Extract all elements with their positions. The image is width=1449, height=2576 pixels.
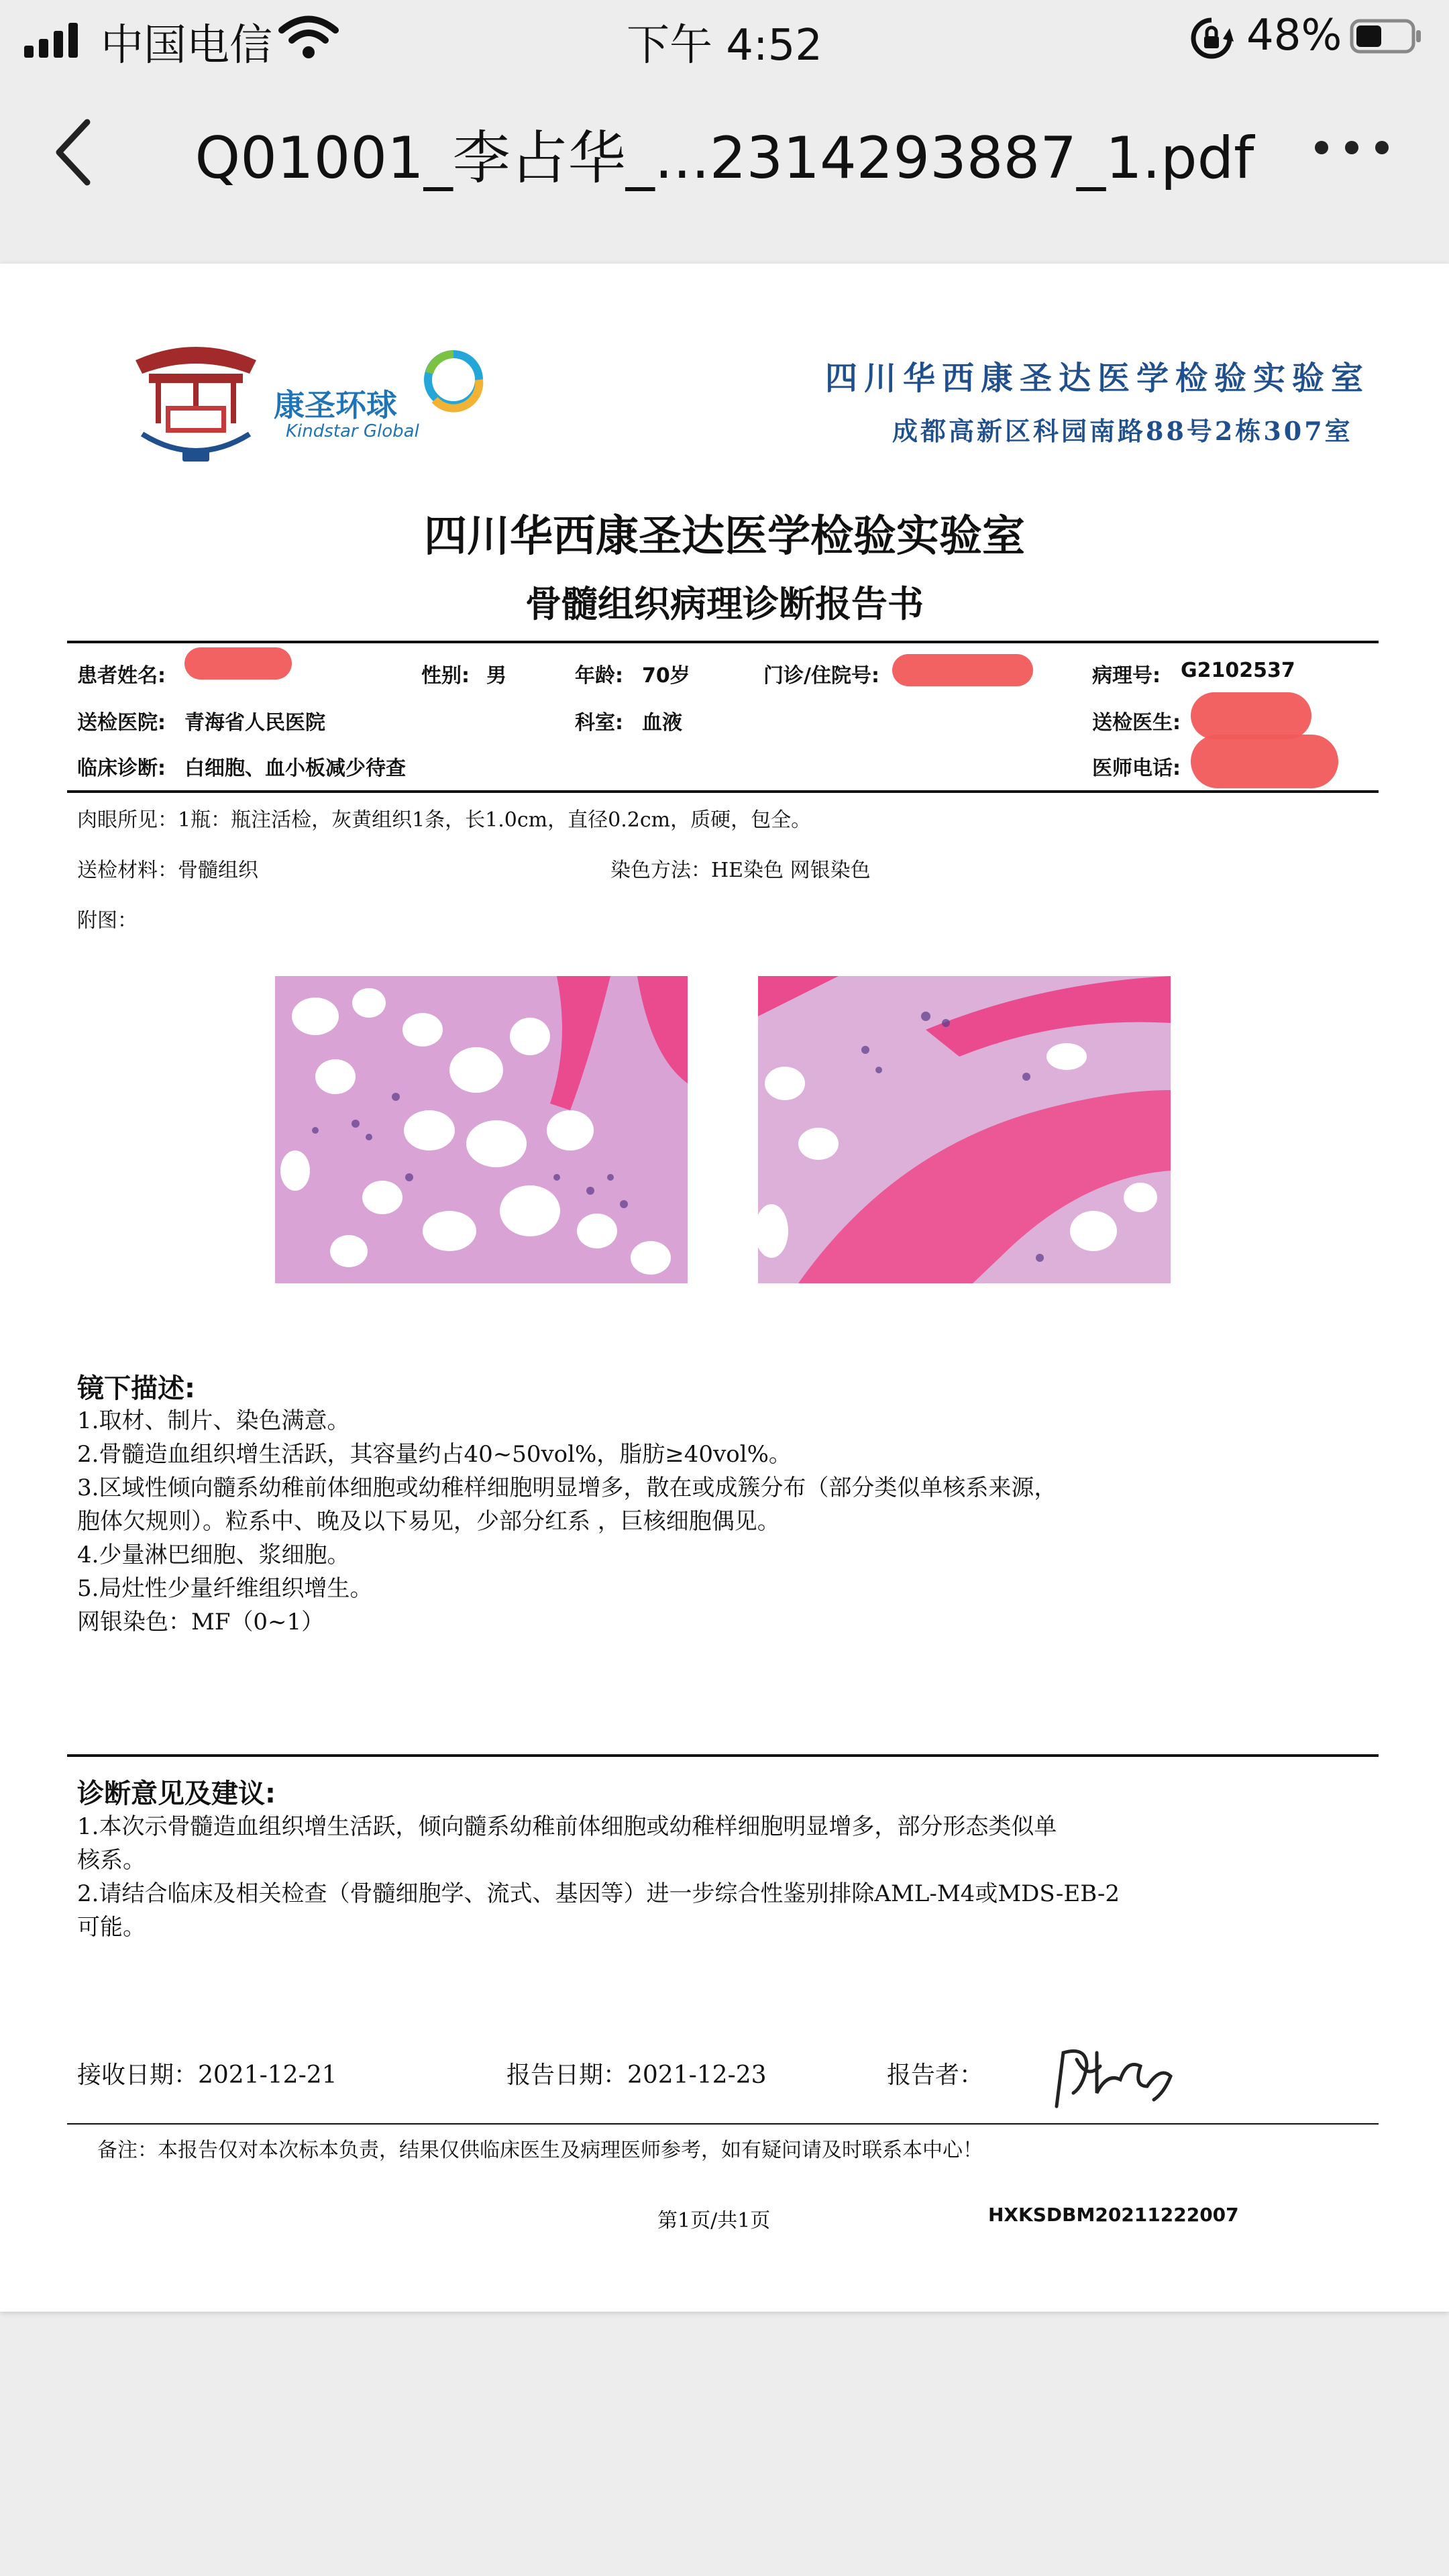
kindstar-logo-en: Kindstar Global xyxy=(286,421,419,441)
attached-figures-label: 附图： xyxy=(77,909,138,932)
redaction-mark xyxy=(1191,692,1311,739)
carrier-name: 中国电信 xyxy=(101,21,272,70)
sex-value: 男 xyxy=(486,664,506,688)
divider xyxy=(67,1754,1379,1757)
microscopic-line: 胞体欠规则）。粒系中、晚及以下易见，少部分红系 ，巨核细胞偶见。 xyxy=(77,1508,780,1535)
doctor-phone-label: 医师电话: xyxy=(1092,757,1181,780)
document-code: HXKSDBM20211222007 xyxy=(988,2204,1239,2226)
clinical-diagnosis-label: 临床诊断: xyxy=(77,757,166,780)
more-options-icon[interactable] xyxy=(1308,131,1395,164)
age-label: 年龄: xyxy=(575,664,623,688)
lab-name-header: 四川华西康圣达医学检验实验室 xyxy=(825,360,1371,397)
microscopic-heading: 镜下描述: xyxy=(77,1373,195,1404)
age-value: 70岁 xyxy=(642,664,690,688)
battery-icon xyxy=(1350,19,1422,54)
pathology-no-label: 病理号: xyxy=(1092,664,1161,688)
referring-doctor-label: 送检医生: xyxy=(1092,711,1181,735)
diagnosis-heading: 诊断意见及建议: xyxy=(77,1778,276,1809)
microscopic-line: 5.局灶性少量纤维组织增生。 xyxy=(77,1575,373,1602)
histology-image-2 xyxy=(758,976,1171,1283)
received-date: 接收日期：2021-12-21 xyxy=(77,2061,337,2089)
hospital-label: 送检医院: xyxy=(77,711,166,735)
disclaimer-note: 备注：本报告仅对本次标本负责，结果仅供临床医生及病理医师参考，如有疑问请及时联系本中心！ xyxy=(97,2139,983,2162)
divider xyxy=(67,790,1379,793)
divider xyxy=(67,641,1379,643)
reporter-signature xyxy=(1046,2039,1181,2113)
report-subtitle: 骨髓组织病理诊断报告书 xyxy=(525,583,924,625)
diagnosis-line: 可能。 xyxy=(77,1914,146,1941)
status-time: 下午 4:52 xyxy=(626,21,823,70)
pdf-page[interactable] xyxy=(0,264,1449,2312)
rotation-lock-icon xyxy=(1189,16,1234,60)
department-label: 科室: xyxy=(575,711,623,735)
report-date: 报告日期：2021-12-23 xyxy=(506,2061,767,2089)
redaction-mark xyxy=(892,654,1033,686)
hospital-crest-logo xyxy=(129,333,263,468)
back-chevron-icon[interactable] xyxy=(47,115,101,189)
lab-address: 成都高新区科园南路88号2栋307室 xyxy=(892,416,1353,446)
department-value: 血液 xyxy=(642,711,682,735)
hospital-value: 青海省人民医院 xyxy=(184,711,325,735)
battery-level-fill xyxy=(1356,25,1381,47)
microscopic-line: 4.少量淋巴细胞、浆细胞。 xyxy=(77,1542,350,1568)
document-title: Q01001_李占华_...2314293887_1.pdf xyxy=(195,125,1254,192)
stain-method: 染色方法：HE染色 网银染色 xyxy=(610,859,871,882)
kindstar-logo xyxy=(274,346,495,440)
divider xyxy=(67,2123,1379,2125)
clinical-diagnosis-value: 白细胞、血小板减少待查 xyxy=(184,757,406,780)
page-number: 第1页/共1页 xyxy=(657,2209,771,2233)
microscopic-line: 2.骨髓造血组织增生活跃，其容量约占40~50vol%，脂肪≥40vol%。 xyxy=(77,1441,792,1468)
battery-percent: 48% xyxy=(1246,11,1342,60)
report-title: 四川华西康圣达医学检验实验室 xyxy=(424,512,1025,561)
microscopic-line: 网银染色：MF（0~1） xyxy=(77,1609,325,1635)
sex-label: 性别: xyxy=(421,664,470,688)
histology-image-1 xyxy=(275,976,688,1283)
kindstar-logo-cn: 康圣环球 xyxy=(274,387,397,423)
microscopic-line: 1.取材、制片、染色满意。 xyxy=(77,1407,350,1434)
pathology-no-value: G2102537 xyxy=(1181,659,1295,682)
patient-name-label: 患者姓名: xyxy=(77,664,166,688)
diagnosis-line: 核系。 xyxy=(77,1847,146,1874)
outpatient-no-label: 门诊/住院号: xyxy=(763,664,879,688)
redaction-mark xyxy=(184,647,292,680)
gross-description: 肉眼所见：1瓶：瓶注活检，灰黄组织1条，长1.0cm，直径0.2cm，质硬，包全。 xyxy=(77,808,812,832)
specimen-material: 送检材料：骨髓组织 xyxy=(77,859,258,882)
microscopic-line: 3.区域性倾向髓系幼稚前体细胞或幼稚样细胞明显增多，散在或成簇分布（部分类似单核系来源， xyxy=(77,1474,1057,1501)
diagnosis-line: 1.本次示骨髓造血组织增生活跃，倾向髓系幼稚前体细胞或幼稚样细胞明显增多，部分形态类似单 xyxy=(77,1813,1057,1840)
diagnosis-line: 2.请结合临床及相关检查（骨髓细胞学、流式、基因等）进一步综合性鉴别排除AML-M4或MDS-EB-2 xyxy=(77,1880,1120,1907)
reporter-label: 报告者： xyxy=(887,2061,984,2089)
redaction-mark xyxy=(1191,735,1338,788)
